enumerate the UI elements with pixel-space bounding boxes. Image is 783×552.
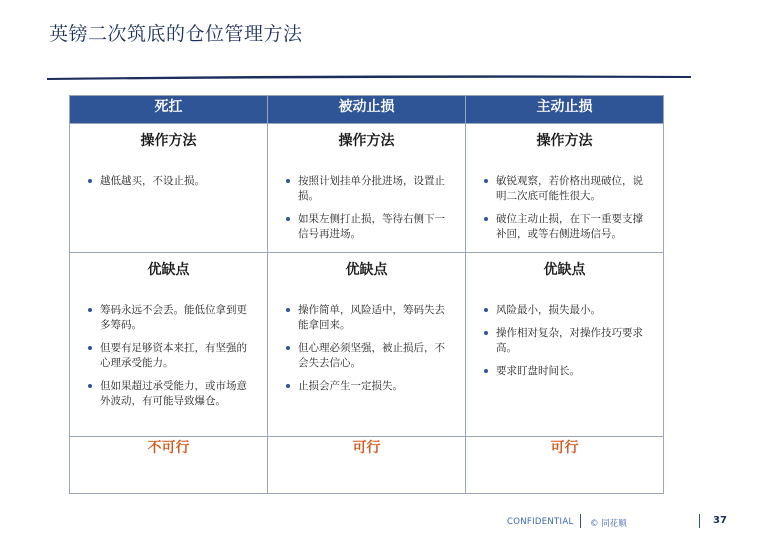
column-header-hold: 死扛 — [70, 96, 268, 124]
pros-cons-cell-passive-stop — [268, 253, 466, 437]
pros-cons-cell-hold — [70, 253, 268, 437]
footer-divider — [699, 514, 700, 528]
pros-cons-cell-active-stop — [466, 253, 664, 437]
verdict-hold: 不可行 — [70, 437, 268, 494]
title-underline — [47, 74, 691, 80]
methods-title: 操作方法 — [536, 133, 593, 149]
pros-cons-title: 优缺点 — [543, 262, 586, 278]
strategy-table — [69, 95, 664, 494]
list-item: 筹码永远不会丢。能低位拿到更多筹码。 — [88, 303, 251, 333]
methods-list — [466, 174, 663, 242]
pros-cons-title: 优缺点 — [345, 262, 388, 278]
list-item: 要求盯盘时间长。 — [484, 364, 647, 379]
list-item: 如果左侧打止损，等待右侧下一信号再进场。 — [286, 212, 449, 242]
methods-list — [70, 174, 267, 189]
page-title: 英镑二次筑底的仓位管理方法 — [49, 23, 303, 45]
methods-list — [268, 174, 465, 242]
pros-cons-list — [466, 303, 663, 379]
column-header-passive-stop: 被动止损 — [268, 96, 466, 124]
confidential-label: CONFIDENTIAL — [507, 517, 574, 527]
list-item: 但要有足够资本来扛，有坚强的心理承受能力。 — [88, 341, 251, 371]
list-item: 操作相对复杂，对操作技巧要求高。 — [484, 326, 647, 356]
methods-cell-active-stop — [466, 124, 664, 253]
list-item: 敏锐观察，若价格出现破位，说明二次底可能性很大。 — [484, 174, 647, 204]
verdict-active-stop: 可行 — [466, 437, 664, 494]
pros-cons-list — [70, 303, 267, 409]
methods-title: 操作方法 — [338, 133, 395, 149]
column-header-active-stop: 主动止损 — [466, 96, 664, 124]
copyright-label: © 同花顺 — [590, 519, 627, 529]
list-item: 但心理必须坚强，被止损后，不会失去信心。 — [286, 341, 449, 371]
list-item: 但如果超过承受能力，或市场意外波动，有可能导致爆仓。 — [88, 379, 251, 409]
verdict-passive-stop: 可行 — [268, 437, 466, 494]
methods-cell-passive-stop — [268, 124, 466, 253]
list-item: 破位主动止损，在下一重要支撑补回，或等右侧进场信号。 — [484, 212, 647, 242]
pros-cons-list — [268, 303, 465, 394]
list-item: 操作简单，风险适中，筹码失去能拿回来。 — [286, 303, 449, 333]
list-item: 按照计划挂单分批进场，设置止损。 — [286, 174, 449, 204]
methods-title: 操作方法 — [140, 133, 197, 149]
footer-divider — [580, 514, 581, 528]
list-item: 止损会产生一定损失。 — [286, 379, 449, 394]
list-item: 越低越买，不设止损。 — [88, 174, 251, 189]
page-number: 37 — [713, 515, 727, 526]
methods-cell-hold — [70, 124, 268, 253]
list-item: 风险最小，损失最小。 — [484, 303, 647, 318]
pros-cons-title: 优缺点 — [147, 262, 190, 278]
